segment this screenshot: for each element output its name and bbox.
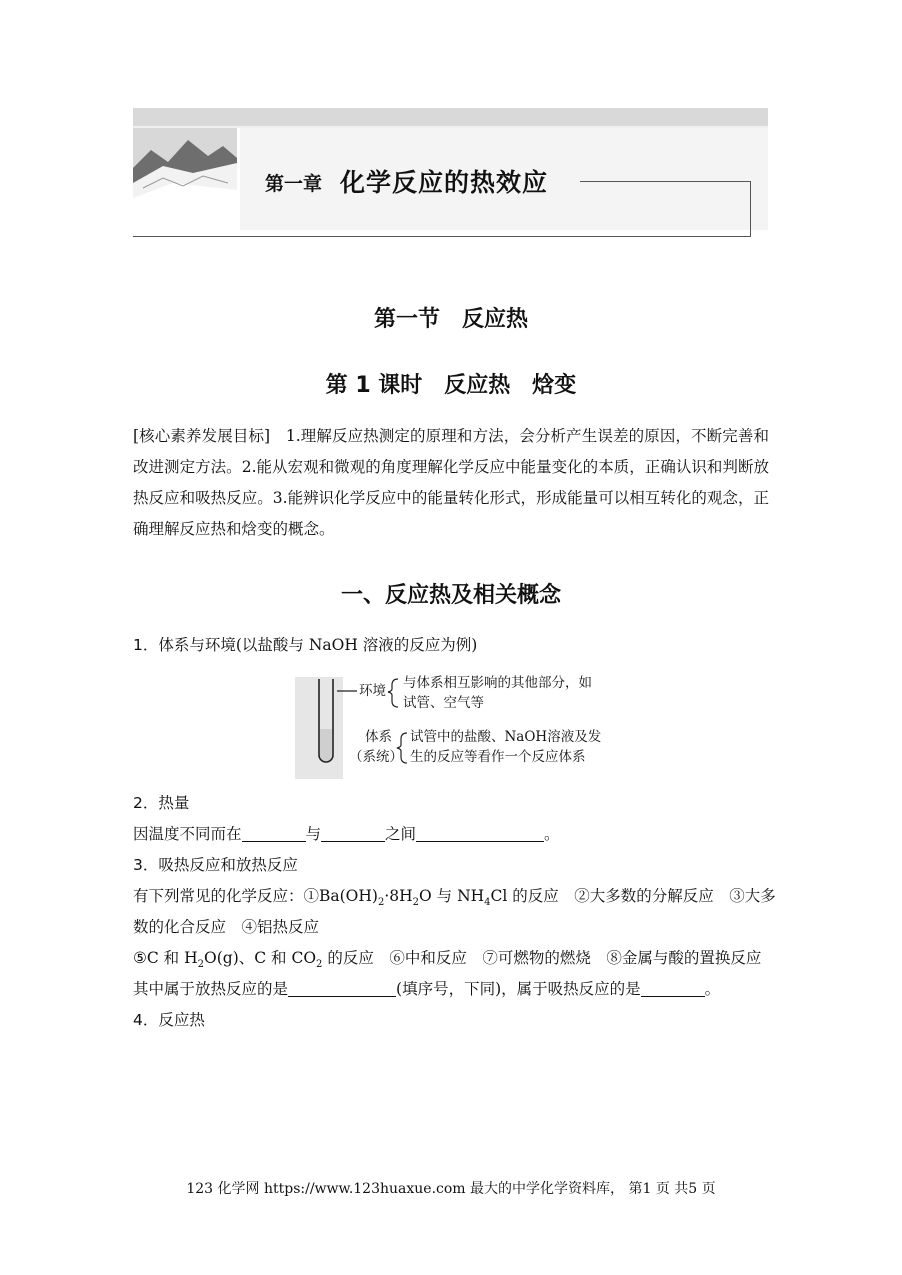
item-4: [133, 1005, 205, 1036]
mountain-photo: [133, 128, 240, 230]
banner-rule-vertical: [750, 181, 751, 237]
subscript: 2: [316, 959, 323, 971]
text-segment: 。: [704, 980, 721, 998]
item-text: 反应热: [158, 1011, 205, 1029]
item-number: 3．: [133, 856, 159, 874]
system-label: 体系: [365, 729, 392, 745]
answer-blank-2[interactable]: [321, 825, 385, 842]
item-number: 4．: [133, 1011, 159, 1029]
item-text: 体系与环境(以盐酸与 NaOH 溶液的反应为例): [158, 636, 478, 654]
item-text: 吸热反应和放热反应: [158, 856, 298, 874]
text-segment: O 与 NH: [419, 887, 485, 905]
answer-blank-3[interactable]: [416, 825, 544, 842]
page-footer: 123 化学网 https://www.123huaxue.com 最大的中学化学资料库， 第1 页 共5 页: [186, 1181, 716, 1197]
subscript: 2: [412, 897, 420, 909]
banner-top-strip: [133, 108, 768, 126]
subscript: 2: [197, 959, 205, 971]
objectives-text: 1.理解反应热测定的原理和方法，会分析产生误差的原因，不断完善和改进测定方法。2.能从宏观和微观的角度理解化学反应中能量变化的本质，正确认识和判断放热反应和吸热反应。3.能辨识化学反应中的能量转化形式，形成能量可以相互转化的观念，正确理解反应热和焓变的概念。: [133, 427, 769, 538]
endothermic-answer-blank[interactable]: [641, 980, 705, 997]
system-desc-1: 试管中的盐酸、NaOH溶液及发: [410, 729, 602, 745]
environment-desc-2: 试管、空气等: [403, 695, 484, 711]
item-text: 热量: [158, 794, 190, 812]
objectives-label: [核心素养发展目标]: [133, 427, 271, 445]
text-segment: (填序号，下同)，属于吸热反应的是: [396, 980, 641, 998]
banner-rule-bottom: [133, 236, 751, 237]
section-title: 第一节 反应热: [373, 307, 528, 332]
chapter-label: 第一章: [265, 173, 323, 195]
exothermic-answer-blank[interactable]: [288, 980, 396, 997]
system-desc-2: 生的反应等看作一个反应体系: [410, 749, 586, 765]
subscript: 4: [484, 897, 491, 909]
answer-blank-1[interactable]: [242, 825, 306, 842]
system-environment-diagram: [295, 677, 615, 779]
heading-reaction-heat-concepts: 一、反应热及相关概念: [340, 583, 561, 608]
text-segment: 。: [544, 825, 560, 843]
classification-question: [133, 974, 720, 1005]
text-segment: 之间: [385, 825, 417, 843]
item-1: [133, 630, 477, 661]
text-segment: Cl 的反应 ②大多数的分解反应 ③大多: [490, 887, 776, 905]
text-segment: 其中属于放热反应的是: [133, 980, 289, 998]
text-segment: 因温度不同而在: [133, 825, 242, 843]
text-segment: O(g)、C 和 CO: [204, 949, 317, 967]
reaction-list-line-2: 数的化合反应 ④铝热反应: [133, 918, 320, 936]
heat-definition: [133, 819, 560, 850]
objectives-paragraph: [133, 421, 769, 545]
text-segment: 与: [305, 825, 322, 843]
item-number: 2．: [133, 794, 159, 812]
text-segment: ⑤C 和 H: [133, 949, 198, 967]
banner-rule: [580, 181, 750, 182]
subscript: 2: [377, 897, 385, 909]
text-segment: 的反应 ⑥中和反应 ⑦可燃物的燃烧 ⑧金属与酸的置换反应: [322, 949, 762, 967]
text-segment: 有下列常见的化学反应：①Ba(OH): [133, 887, 378, 905]
environment-label: 环境: [359, 683, 386, 699]
item-number: 1．: [133, 636, 159, 654]
text-segment: ·8H: [384, 887, 413, 905]
chapter-title: 化学反应的热效应: [340, 168, 549, 197]
lesson-title: 第 1 课时 反应热 焓变: [325, 373, 577, 398]
item-2: [133, 788, 189, 819]
environment-desc-1: 与体系相互影响的其他部分，如: [403, 675, 592, 691]
system-label-alt: （系统）: [349, 749, 403, 765]
item-3: [133, 850, 298, 881]
